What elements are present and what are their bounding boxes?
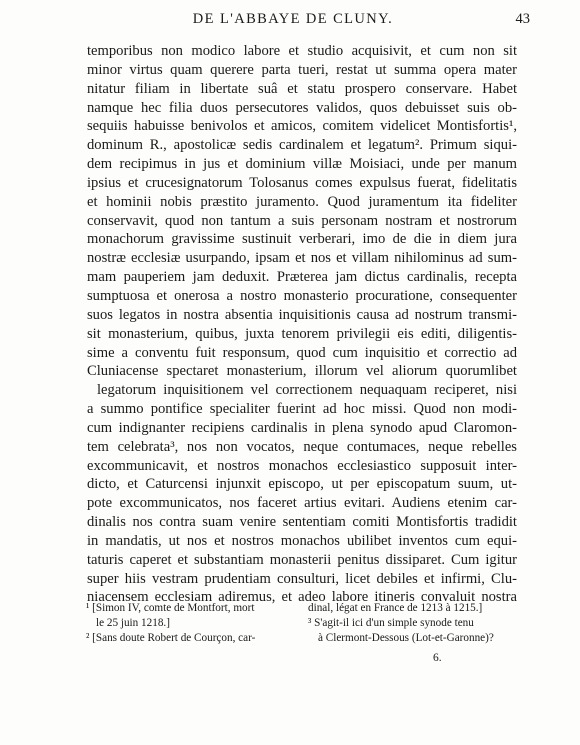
footnote-line: ² [Sans doute Robert de Courçon, car-: [86, 632, 256, 644]
body-line: legatorum inquisitionem vel correctionem nequaquam reciperet, nisi: [97, 382, 517, 399]
body-line: pote excommunicatos, nos faceret artius evitari. Audiens etenim car-: [87, 495, 517, 512]
body-line: excommunicavit, et nostros monachos ecclesiastico supposuit inter-: [87, 457, 517, 474]
body-line: sit monasterium, quibus, juxta tenorem privilegii eis editi, diligentis-: [87, 325, 517, 342]
body-line: conservavit, quod non tantum a suis personam nostram et nostrorum: [87, 212, 517, 229]
body-line: super hiis vestram prudentiam consulturi, licet debiles et infirmi, Clu-: [87, 570, 517, 587]
body-line: monachorum gravissime sustinuit verberari, imo de die in diem jura: [87, 231, 517, 248]
footnote-line: dinal, légat en France de 1213 à 1215.]: [308, 602, 483, 614]
footnote-line: à Clermont-Dessous (Lot-et-Garonne)?: [318, 632, 494, 644]
footnote-line: ¹ [Simon IV, comte de Montfort, mort: [86, 602, 255, 614]
body-line: tem celebrata³, nos non vocatos, neque contumaces, neque rebelles: [87, 438, 517, 455]
body-line: nostræ ecclesiæ usurpando, ipsam et nos et villam nihilominus ad sum-: [87, 250, 517, 267]
body-line: Cluniacense spectaret monasterium, illorum vel aliorum quorumlibet: [87, 363, 517, 380]
body-line: dinalis nos contra suam venire sententiam comiti Montisfortis tradidit: [87, 514, 517, 531]
body-line: et hominii nobis præstito juramento. Quod juramentum ita fideliter: [87, 193, 517, 210]
body-line: temporibus non modico labore et studio acquisivit, et cum non sit: [87, 43, 517, 59]
body-line: sime a conventu fuit responsum, quod cum inquisitio et correctio ad: [87, 344, 517, 361]
body-line: dem recipimus in jus et dominium villæ Moisiaci, unde per manum: [87, 156, 517, 173]
body-line: nitatur filiam in libertate suâ et statu prospero conservare. Habet: [87, 80, 517, 97]
signature-mark: 6.: [433, 652, 442, 664]
footnote-line: le 25 juin 1218.]: [96, 617, 170, 629]
footnotes-right-column: [308, 601, 516, 646]
body-line: cum indignanter recipiens cardinalis in plena synodo apud Claromon-: [87, 419, 517, 436]
body-line: dicto, et Caturcensi injunxit episcopo, ut per episcopatum suum, ut-: [87, 476, 517, 493]
body-line: namque hec filia duos persecutores validos, quos debuisset suis ob-: [87, 99, 517, 116]
body-line: suos legatos in nostra absentia inquisitionis causa ad nostrum transmi-: [87, 306, 517, 323]
body-line: in mandatis, ut nos et nostros monachos ubilibet inventos cum equi-: [87, 532, 517, 549]
body-line: dominum R., apostolicæ sedis cardinalem et legatum². Primum siqui-: [87, 137, 517, 154]
page-number: 43: [515, 11, 530, 27]
body-line: a summo pontifice specialiter fuerint ad hoc missi. Quod non modi-: [87, 401, 517, 418]
running-title: DE L'ABBAYE DE CLUNY.: [192, 11, 394, 27]
page-header: [70, 11, 530, 35]
body-line: sumptuosa et onerosa a nostro monasterio procuratione, consequenter: [87, 287, 517, 304]
body-line: niacensem ecclesiam adiremus, et adeo labore itineris convaluit nostra: [87, 589, 517, 606]
body-text: [87, 42, 517, 607]
body-line: minor virtus quam querere parta tueri, restat ut summa opera mater: [87, 61, 517, 78]
body-line: ipsius et crucesignatorum Tolosanus comes expulsus fuerat, fidelitatis: [87, 174, 517, 191]
body-line: mam pauperiem jam deduxit. Præterea jam dictus cardinalis, recepta: [87, 269, 517, 286]
body-line: taturis caperet et substantiam monasterii penitus dissiparet. Cum igitur: [87, 551, 517, 568]
footnotes-left-column: [86, 601, 294, 646]
body-line: sequiis habuisse benivolos et amicos, comitem videlicet Montisfortis¹,: [87, 118, 517, 135]
footnote-line: ³ S'agit-il ici d'un simple synode tenu: [308, 617, 474, 629]
